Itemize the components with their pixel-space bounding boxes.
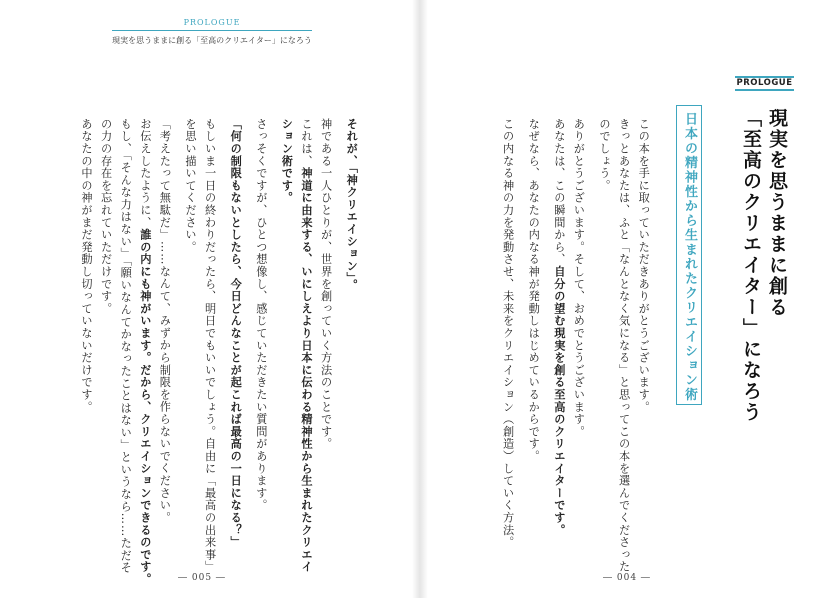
body-text: あなたは、この瞬間から、	[552, 118, 566, 266]
running-header-rule	[112, 30, 312, 31]
body-text: これは、	[300, 118, 313, 168]
text-column	[498, 118, 517, 549]
body-text: この本を手に取っていただきありがとうございます。	[637, 118, 651, 414]
running-header-title: 現実を思うままに創る「至高のクリエイター」になろう	[112, 36, 312, 45]
bold-text: 「何の制限もないとしたら、今日どんなことが起これば最高の一日になる？」	[229, 118, 243, 549]
bold-text: 自分の望む現実を創る至高のクリエイターです。	[552, 265, 566, 537]
bold-text: それが、「神クリエイション」。	[345, 118, 359, 292]
prologue-tag: PROLOGUE	[736, 78, 793, 88]
body-text: 「考えたって無駄だ」……なんて、みずから制限を作らないでください。	[158, 118, 172, 524]
text-column	[181, 118, 200, 253]
body-text: きっとあなたは、ふと「なんとなく気になる」と思ってこの本を選んでくださった	[617, 118, 631, 574]
text-column	[277, 118, 296, 204]
section-title: 日本の精神性から生まれたクリエイション術	[682, 112, 697, 402]
book-gutter	[412, 0, 428, 598]
bold-text: 神道に由来する、いにしえより日本に伝わる精神性から生まれたクリエイ	[300, 167, 313, 574]
body-text: もしいま一日の終わりだったら、明日でもいいでしょう。自由に「最高の出来事」	[203, 118, 217, 574]
text-column	[595, 118, 614, 192]
text-column	[136, 118, 155, 585]
text-column	[200, 118, 219, 573]
body-text: お伝えしたように、	[138, 118, 152, 229]
text-column	[226, 118, 245, 549]
body-text: のでしょう。	[598, 118, 611, 192]
text-column	[634, 118, 653, 413]
body-text: ありがとうございます。そして、おめでとうございます。	[572, 118, 586, 438]
bold-text: 誰の内にも神がいます。だから、クリエイションできるのです。	[138, 228, 152, 586]
text-column	[297, 118, 316, 573]
text-column	[316, 118, 335, 450]
text-column	[155, 118, 174, 524]
text-column	[96, 118, 115, 315]
text-column	[342, 118, 361, 291]
body-text: さっそくですが、ひとつ想像し、感じていただきたい質問があります。	[254, 118, 268, 512]
body-text: を思い描いてください。	[184, 118, 197, 254]
text-column	[116, 118, 135, 574]
text-column	[569, 118, 588, 438]
text-column	[524, 118, 543, 462]
text-column	[252, 118, 271, 512]
text-column	[614, 118, 633, 573]
running-header-label: PROLOGUE	[183, 18, 241, 27]
chapter-title-line-1: 現実を思うままに創る	[766, 108, 788, 318]
body-text: あなたの中の神がまだ発動し切っていないだけです。	[80, 118, 93, 414]
bold-text: ション術です。	[280, 118, 294, 205]
text-column	[77, 118, 96, 413]
body-text: 神である一人ひとりが、世界を創っていく方法のことです。	[319, 118, 333, 451]
body-text: の力の存在を忘れていただけです。	[99, 118, 113, 315]
body-text: この内なる神の力を発動させ、未来をクリエイション（創造）していく方法。	[501, 118, 515, 549]
right-folio: ― 004 ―	[603, 573, 651, 583]
text-column	[550, 118, 569, 536]
running-header	[112, 18, 312, 46]
left-folio: ― 005 ―	[178, 573, 226, 583]
chapter-title-line-2: 「至高のクリエイター」になろう	[740, 108, 762, 423]
body-text: なぜなら、あなたの内なる神が発動しはじめているからです。	[527, 118, 541, 463]
body-text: もし、「そんな力はない」「願いなんてかなったことはない」というなら……ただそ	[119, 118, 133, 575]
